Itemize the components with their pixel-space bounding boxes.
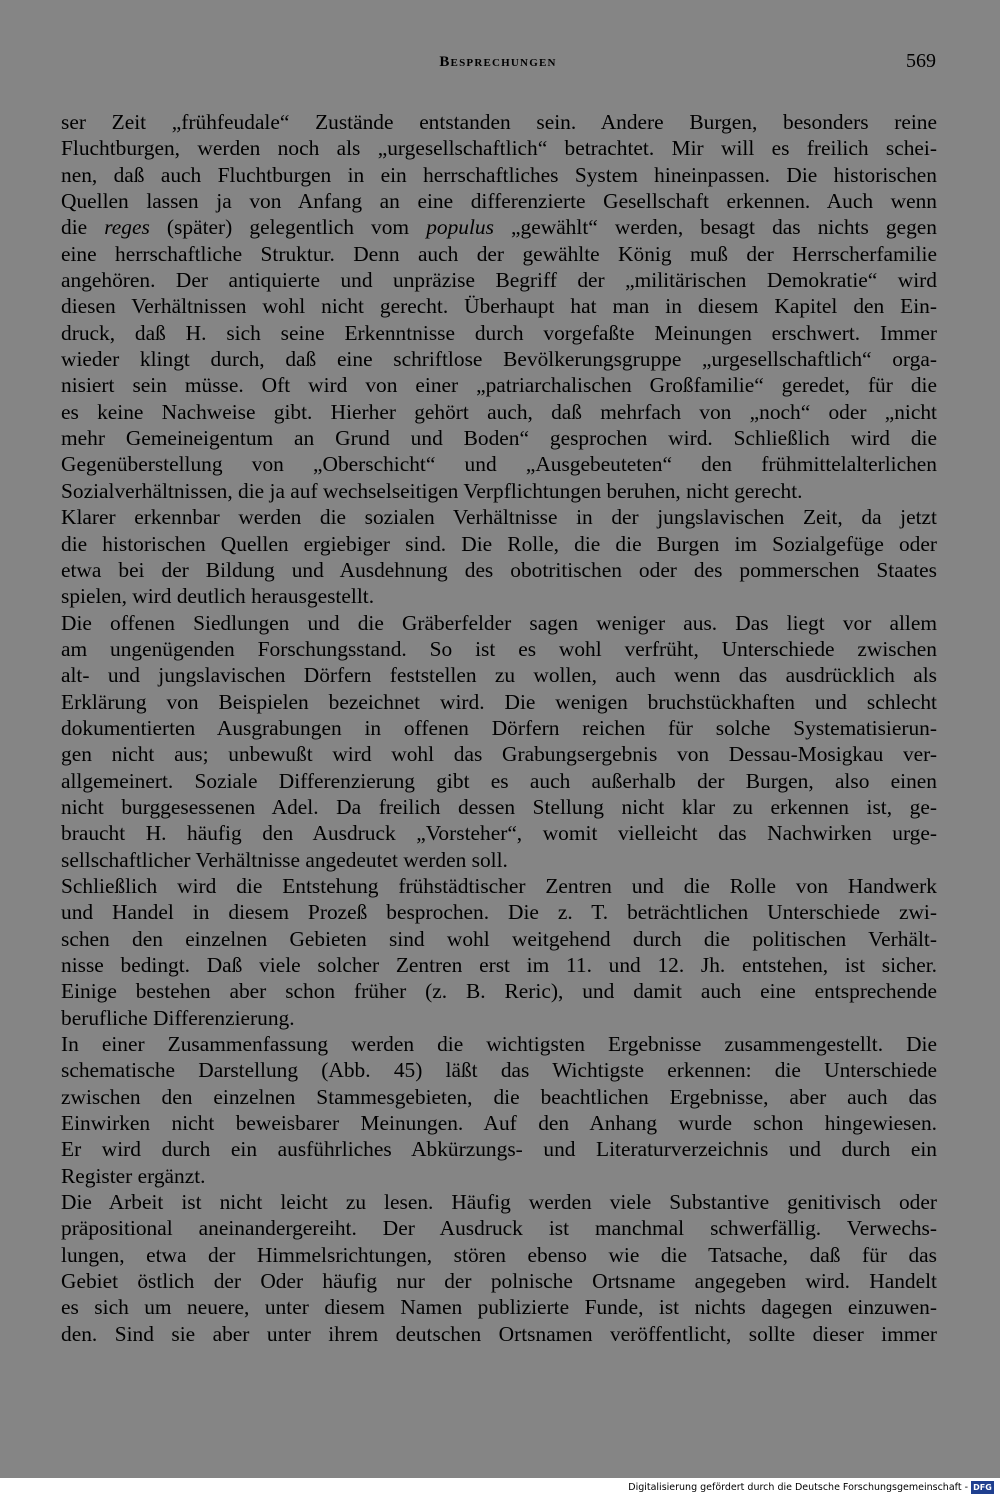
dfg-logo: DFG bbox=[971, 1481, 994, 1494]
paragraph bbox=[61, 109, 937, 504]
text-line: Die offenen Siedlungen und die Gräberfelder sagen weniger aus. Das liegt vor allem bbox=[61, 610, 937, 635]
text-line: lungen, etwa der Himmelsrichtungen, stören ebenso wie die Tatsache, daß für das bbox=[61, 1242, 937, 1267]
text-line: braucht H. häufig den Ausdruck „Vorsteher“, womit vielleicht das Nachwirken urge- bbox=[61, 821, 937, 846]
text-line: In einer Zusammenfassung werden die wichtigsten Ergebnisse zusammengestellt. Die bbox=[61, 1032, 937, 1057]
text-line: dokumentierten Ausgrabungen in offenen Dörfern reichen für solche Systematisierun- bbox=[61, 715, 937, 740]
text-line: Quellen lassen ja von Anfang an eine differenzierte Gesellschaft erkennen. Auch wenn bbox=[61, 189, 937, 214]
text-line: Erklärung von Beispielen bezeichnet wird. Die wenigen bruchstückhaften und schlecht bbox=[61, 689, 937, 714]
text-line: es sich um neuere, unter diesem Namen publizierte Funde, ist nichts dagegen einzuwen- bbox=[61, 1295, 937, 1320]
text-line: spielen, wird deutlich herausgestellt. bbox=[61, 584, 375, 609]
text-line: es keine Nachweise gibt. Hierher gehört auch, daß mehrfach von „noch“ oder „nicht bbox=[61, 399, 937, 424]
text-line: und Handel in diesem Prozeß besprochen. Die z. T. beträchtlichen Unterschiede zwi- bbox=[61, 900, 937, 925]
text-line: nisse bedingt. Daß viele solcher Zentren erst im 11. und 12. Jh. entstehen, ist sicher. bbox=[61, 953, 937, 977]
running-head: Besprechungen bbox=[439, 54, 557, 70]
text-line: gen nicht aus; unbewußt wird wohl das Grabungsergebnis von Dessau-Mosigkau ver- bbox=[61, 742, 937, 767]
footer-note: Digitalisierung gefördert durch die Deutsche Forschungsgemeinschaft - bbox=[628, 1482, 968, 1493]
text-line: schematische Darstellung (Abb. 45) läßt das Wichtigste erkennen: die Unterschiede bbox=[61, 1058, 937, 1083]
digitization-footer bbox=[0, 1478, 1000, 1498]
text-line: präpositional aneinandergereiht. Der Ausdruck ist manchmal schwerfällig. Verwechs- bbox=[61, 1216, 937, 1241]
text-line: Gegenüberstellung von „Oberschicht“ und „Ausgebeuteten“ den frühmittelalterlichen bbox=[61, 452, 937, 477]
text-line: wieder klingt durch, daß eine schriftlose Bevölkerungsgruppe „urgesellschaftlich“ orga- bbox=[61, 347, 937, 372]
text-line: nen, daß auch Fluchtburgen in ein herrschaftliches System hineinpassen. Die historischen bbox=[61, 162, 937, 187]
text-line: angehören. Der antiquierte und unpräzise Begriff der „militärischen Demokratie“ wird bbox=[61, 268, 937, 293]
text-line: nisiert sein müsse. Oft wird von einer „patriarchalischen Großfamilie“ geredet, für die bbox=[61, 373, 937, 398]
text-line: Einwirken nicht beweisbarer Meinungen. Auf den Anhang wurde schon hingewiesen. bbox=[61, 1111, 937, 1136]
page-header bbox=[60, 50, 936, 80]
text-line: die historischen Quellen ergiebiger sind. Die Rolle, die die Burgen im Sozialgefüge oder bbox=[61, 531, 937, 556]
text-line: Klarer erkennbar werden die sozialen Verhältnisse in der jungslavischen Zeit, da jetzt bbox=[61, 505, 937, 530]
text-line: am ungenügenden Forschungsstand. So ist es wohl verfrüht, Unterschiede zwischen bbox=[61, 636, 937, 661]
text-line: ser Zeit „frühfeudale“ Zustände entstanden sein. Andere Burgen, besonders reine bbox=[61, 110, 937, 134]
text-line: druck, daß H. sich seine Erkenntnisse durch vorgefaßte Meinungen erschwert. Immer bbox=[61, 320, 937, 345]
paragraph bbox=[61, 873, 937, 1031]
text-line: diesen Verhältnissen wohl nicht gerecht. Überhaupt hat man in diesem Kapitel den Ein- bbox=[61, 294, 937, 319]
paragraph bbox=[61, 1031, 937, 1189]
text-line: Fluchtburgen, werden noch als „urgesellschaftlich“ betrachtet. Mir will es freilich schei- bbox=[61, 136, 937, 161]
text-line: Er wird durch ein ausführliches Abkürzungs- und Literaturverzeichnis und durch ein bbox=[61, 1137, 937, 1162]
text-line: Einige bestehen aber schon früher (z. B. Reric), und damit auch eine entsprechende bbox=[61, 979, 937, 1004]
paragraph bbox=[61, 1189, 937, 1347]
text-line: etwa bei der Bildung und Ausdehnung des obotritischen oder des pommerschen Staates bbox=[61, 557, 937, 582]
text-line: berufliche Differenzierung. bbox=[61, 1005, 295, 1030]
text-line: Sozialverhältnissen, die ja auf wechselseitigen Verpflichtungen beruhen, nicht gerecht. bbox=[61, 478, 803, 503]
italic-term: reges bbox=[104, 215, 150, 240]
text-line: nicht burggesessenen Adel. Da freilich dessen Stellung nicht klar zu erkennen ist, ge- bbox=[61, 794, 937, 819]
text-line: alt- und jungslavischen Dörfern feststellen zu wollen, auch wenn das ausdrücklich als bbox=[61, 663, 937, 688]
text-line: sellschaftlicher Verhältnisse angedeutet werden soll. bbox=[61, 847, 508, 872]
text-line: allgemeinert. Soziale Differenzierung gibt es auch außerhalb der Burgen, also einen bbox=[61, 768, 937, 793]
page-number: 569 bbox=[906, 50, 936, 72]
text-line: schen den einzelnen Gebieten sind wohl weitgehend durch die politischen Verhält- bbox=[61, 926, 937, 951]
text-line: mehr Gemeineigentum an Grund und Boden“ gesprochen wird. Schließlich wird die bbox=[61, 426, 937, 451]
text-line: den. Sind sie aber unter ihrem deutschen Ortsnamen veröffentlicht, sollte dieser immer bbox=[61, 1321, 937, 1346]
text-line: Die Arbeit ist nicht leicht zu lesen. Häufig werden viele Substantive genitivisch oder bbox=[61, 1190, 937, 1215]
paragraph bbox=[61, 504, 937, 609]
text-line: Gebiet östlich der Oder häufig nur der polnische Ortsname angegeben wird. Handelt bbox=[61, 1269, 937, 1294]
paragraph bbox=[61, 610, 937, 873]
text-line: eine herrschaftliche Struktur. Denn auch der gewählte König muß der Herrscherfamilie bbox=[61, 241, 937, 266]
italic-term: populus bbox=[426, 215, 494, 240]
text-line: Schließlich wird die Entstehung frühstädtischer Zentren und die Rolle von Handwerk bbox=[61, 873, 937, 898]
body-text bbox=[61, 109, 937, 1347]
text-line: die reges (später) gelegentlich vom populus „gewählt“ werden, besagt das nichts gegen bbox=[61, 215, 937, 240]
text-line: Register ergänzt. bbox=[61, 1163, 206, 1188]
text-line: zwischen den einzelnen Stammesgebieten, die beachtlichen Ergebnisse, aber auch das bbox=[61, 1084, 937, 1109]
